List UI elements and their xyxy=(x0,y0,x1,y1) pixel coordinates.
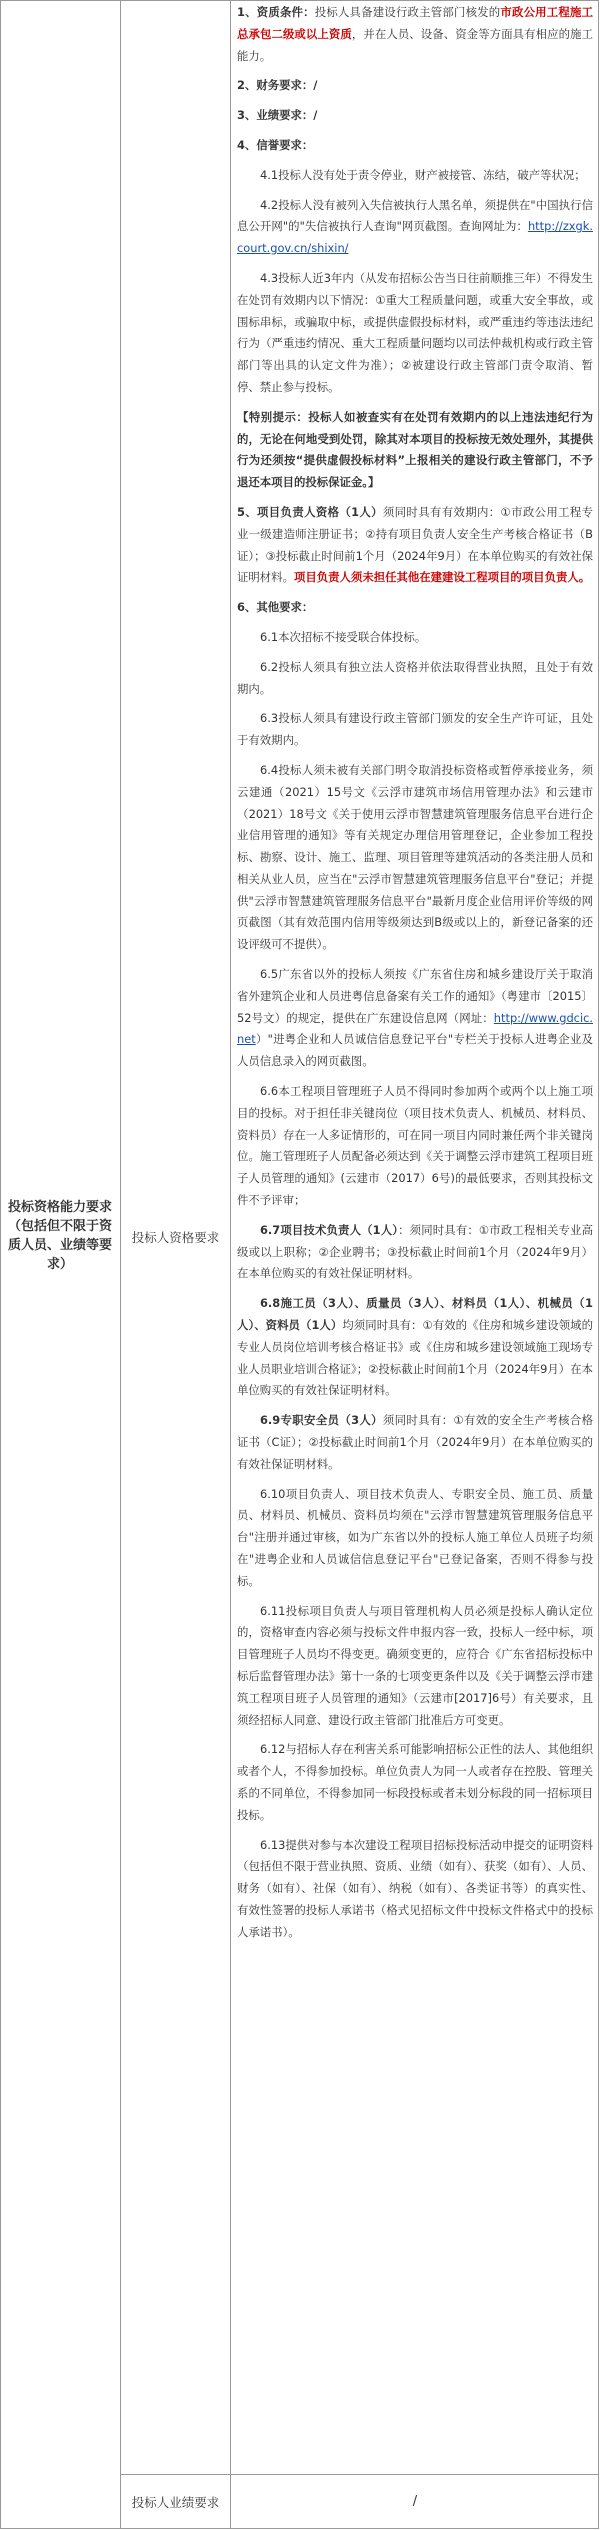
section-6-9-text: 须同时具有：①有效的安全生产考核合格证书（C证）；②投标截止时间前1个月（2024年9月）在本单位购买的有效社保证明材料。 xyxy=(237,1413,593,1471)
section-1-heading: 1、资质条件： xyxy=(237,5,315,19)
shixin-link[interactable]: http://zxgk.court.gov.cn/shixin/ xyxy=(237,219,593,256)
section-6-8-text: 均须同时具有：①有效的《住房和城乡建设领域的专业人员岗位培训考核合格证书》或《住房和城乡建设领域施工现场专业人员职业培训合格证》；②投标截止时间前1个月（2024年9月）在本单位购买的有效社保证明材料。 xyxy=(237,1318,593,1398)
section-6-7-heading: 6.7项目技术负责人（1人） xyxy=(260,1222,399,1237)
section-6-7-text: ：须同时具有：①市政工程相关专业高级或以上职称；②企业聘书；③投标截止时间前1个月（2024年9月）在本单位购买的有效社保证明材料。 xyxy=(237,1222,593,1281)
section-6-4: 6.4投标人须未被有关部门明令取消投标资格或暂停承接业务，须云建通（2021）15号文《云浮市建筑市场信用管理办法》和云建市（2021）18号文《关于使用云浮市智慧建筑管理服务信息平台进行企业信用管理的通知》等有关规定办理信用管理登记，企业参加工程投标、勘察、设计、施工、监理、项目管理等建筑活动的各类注册人员和相关从业人员，应当在"云浮市智慧建筑管理服务信息平台"登记；并提供"云浮市智慧建筑管理服务信息平台"最新月度企业信用评价等级的网页截图（其有效范围内信用等级须达到B级或以上的，新登记备案的还设评级可不提供）。 xyxy=(237,762,593,952)
section-6-6: 6.6本工程项目管理班子人员不得同时参加两个或两个以上施工项目的投标。对于担任非关键岗位（项目技术负责人、机械员、材料员、资料员）存在一人多证情形的，可在同一项目内同时兼任两个非关键岗位。施工管理班子人员配备必须达到《关于调整云浮市建筑工程项目班子人员管理的通知》(云建市（2017）6号)的最低要求，否则其投标文件不予评审； xyxy=(237,1084,593,1208)
section-6-10: 6.10项目负责人、项目技术负责人、专职安全员、施工员、质量员、材料员、机械员、资料员均须在"云浮市智慧建筑管理服务信息平台"注册并通过审核，如为广东省以外的投标人施工单位人员班子均须在"进粤企业和人员诚信信息登记平台"已登记备案，否则不得参与投标。 xyxy=(237,1486,593,1588)
qualification-content xyxy=(237,2,593,1952)
section-6: 6、其他要求： xyxy=(237,600,314,615)
section-6-11: 6.11投标项目负责人与项目管理机构人员必须是投标人确认定位的，资格审查内容必须与投标文件申报内容一致，投标人一经中标，项目管理班子人员均不得变更。确须变更的，应符合《广东省招标投标中标后监督管理办法》第十一条的七项变更条件以及《关于调整云浮市建筑工程项目班子人员管理的通知》（云建市[2017]6号）有关要求，且须经招标人同意、建设行政主管部门批准后方可变更。 xyxy=(237,1603,593,1727)
column-divider-2 xyxy=(230,0,231,2529)
performance-label: 投标人业绩要求 xyxy=(131,2494,220,2510)
section-6-8-heading: 6.8施工员（3人）、质量员（3人）、材料员（1人）、机械员（1人）、资料员（1人） xyxy=(237,1296,593,1333)
section-5-highlight: 项目负责人须未担任其他在建建设工程项目的项目负责人。 xyxy=(293,570,591,585)
performance-value: / xyxy=(412,2494,418,2509)
section-5 xyxy=(237,502,593,589)
category-label: 投标资格能力要求（包括但不限于资质人员、业绩等要求） xyxy=(7,1200,112,1272)
section-1 xyxy=(237,2,593,67)
section-6-9-heading: 6.9专职安全员（3人） xyxy=(260,1413,383,1428)
section-6-3: 6.3投标人须具有建设行政主管部门颁发的安全生产许可证，且处于有效期内。 xyxy=(237,711,593,748)
section-4-3: 4.3投标人近3年内（从发布招标公告当日往前顺推三年）不得发生在处罚有效期内以下情况：①重大工程质量问题，或重大安全事故，或围标串标，或骗取中标，或提供虚假投标材料，或严重违约等违法违纪行为（严重违约情况、重大工程质量问题均以司法仲裁机构或行政主管部门等出具的认定文件为准）；②被建设行政主管部门责令取消、暂停、禁止参与投标。 xyxy=(237,270,593,394)
section-6-5 xyxy=(237,964,593,1073)
section-6-7 xyxy=(237,1220,593,1285)
section-1-highlight: 市政公用工程施工总承包二级或以上资质 xyxy=(237,5,593,41)
qualification-label: 投标人资格要求 xyxy=(131,1230,220,1245)
section-6-13: 6.13提供对参与本次建设工程项目招标投标活动申提交的证明资料（包括但不限于营业执照、资质、业绩（如有）、获奖（如有）、人员、财务（如有）、社保（如有）、纳税（如有）、各类证书等）的真实性、有效性签署的投标人承诺书（格式见招标文件中投标文件格式中的投标人承诺书）。 xyxy=(237,1837,593,1939)
section-6-5-text: 6.5广东省以外的投标人须按《广东省住房和城乡建设厅关于取消省外建筑企业和人员进粤信息备案有关工作的通知》（粤建市〔2015〕52号文）的规定，提供在广东建设信息网（网址： xyxy=(237,967,593,1025)
special-note: 【特别提示：投标人如被查实有在处罚有效期内的以上违法违纪行为的，无论在何地受到处罚，除其对本项目的投标按无效处理外，其提供行为还须按“提供虚假投标材料”上报相关的建设行政主管部门，不予退还本项目的投标保证金。】 xyxy=(237,409,593,490)
section-4-2 xyxy=(237,195,593,260)
section-5-heading: 5、项目负责人资格（1人） xyxy=(237,504,383,519)
section-4: 4、信誉要求： xyxy=(237,137,314,152)
gdcic-link[interactable]: http://www.gdcic.net xyxy=(237,1010,593,1047)
section-6-2: 6.2投标人须具有独立法人资格并依法取得营业执照，且处于有效期内。 xyxy=(237,659,593,696)
section-6-5-text-2: ）"进粤企业和人员诚信信息登记平台"专栏关于投标人进粤企业及人员信息录入的网页截图。 xyxy=(237,1032,593,1069)
section-6-9 xyxy=(237,1410,593,1475)
section-5-text: 须同时具有有效期内：①市政公用工程专业一级建造师注册证书；②持有项目负责人安全生产考核合格证书（B证）；③投标截止时间前1个月（2024年9月）在本单位购买的有效社保证明材料。 xyxy=(237,504,593,585)
section-2: 2、财务要求：/ xyxy=(237,78,318,93)
section-6-12: 6.12与招标人存在利害关系可能影响招标公正性的法人、其他组织或者个人，不得参加投标。单位负责人为同一人或者存在控股、管理关系的不同单位，不得参加同一标段投标或者未划分标段的同一招标项目投标。 xyxy=(237,1742,593,1822)
section-4-2-text: 4.2投标人没有被列入失信被执行人黑名单，须提供在"中国执行信息公开网"的"失信被执行人查询"网页截图。查询网址为： xyxy=(237,197,593,234)
section-1-text-2: ，并在人员、设备、资金等方面具有相应的施工能力。 xyxy=(237,26,593,63)
section-4-1: 4.1投标人没有处于责令停业，财产被接管、冻结，破产等状况； xyxy=(260,167,586,182)
section-3: 3、业绩要求：/ xyxy=(237,108,318,123)
section-6-8 xyxy=(237,1293,593,1402)
section-1-text: 投标人具备建设行政主管部门核发的 xyxy=(314,5,501,19)
section-6-1: 6.1本次招标不接受联合体投标。 xyxy=(260,629,427,644)
